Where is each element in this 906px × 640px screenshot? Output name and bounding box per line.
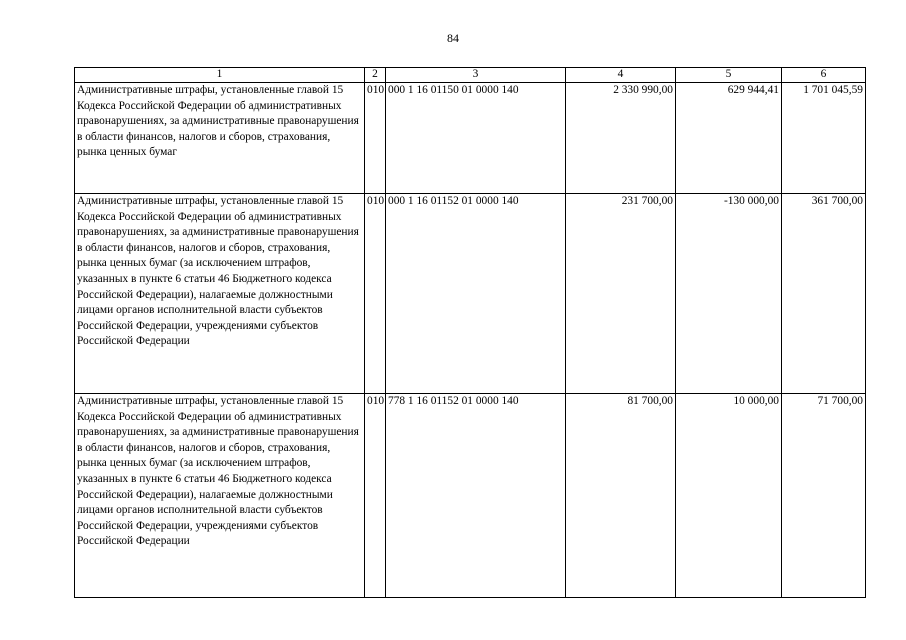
row-col2-code: 010 [365,194,386,394]
table-row [75,394,866,598]
header-col-3: 3 [386,68,566,83]
row-budget-code: 000 1 16 01150 01 0000 140 [386,83,566,194]
row-col5-amount: -130 000,00 [676,194,782,394]
budget-table [74,67,866,598]
row-description: Административные штрафы, установленные главой 15 Кодекса Российской Федерации об административных правонарушениях, за административные правонарушения в области финансов, налогов и сборов, страхования, рынка ценных бумаг (за исключением штрафов, указанных в пункте 6 статьи 46 Бюджетного кодекса Российской Федерации), налагаемые должностными лицами органов исполнительной власти субъектов Российской Федерации, учреждениями субъектов Российской Федерации [75,194,365,394]
row-col4-amount: 231 700,00 [566,194,676,394]
header-row [75,68,866,83]
header-col-4: 4 [566,68,676,83]
row-description: Административные штрафы, установленные главой 15 Кодекса Российской Федерации об административных правонарушениях, за административные правонарушения в области финансов, налогов и сборов, страхования, рынка ценных бумаг [75,83,365,194]
row-col4-amount: 2 330 990,00 [566,83,676,194]
row-budget-code: 778 1 16 01152 01 0000 140 [386,394,566,598]
table-body [75,83,866,598]
row-col4-amount: 81 700,00 [566,394,676,598]
table-header [75,68,866,83]
row-budget-code: 000 1 16 01152 01 0000 140 [386,194,566,394]
row-col6-amount: 1 701 045,59 [782,83,866,194]
header-col-5: 5 [676,68,782,83]
row-col6-amount: 71 700,00 [782,394,866,598]
header-col-6: 6 [782,68,866,83]
header-col-2: 2 [365,68,386,83]
row-description: Административные штрафы, установленные главой 15 Кодекса Российской Федерации об административных правонарушениях, за административные правонарушения в области финансов, налогов и сборов, страхования, рынка ценных бумаг (за исключением штрафов, указанных в пункте 6 статьи 46 Бюджетного кодекса Российской Федерации), налагаемые должностными лицами органов исполнительной власти субъектов Российской Федерации, учреждениями субъектов Российской Федерации [75,394,365,598]
row-col5-amount: 629 944,41 [676,83,782,194]
page-number: 84 [447,31,459,45]
row-col2-code: 010 [365,394,386,598]
table-row [75,83,866,194]
row-col6-amount: 361 700,00 [782,194,866,394]
table-row [75,194,866,394]
row-col5-amount: 10 000,00 [676,394,782,598]
header-col-1: 1 [75,68,365,83]
row-col2-code: 010 [365,83,386,194]
